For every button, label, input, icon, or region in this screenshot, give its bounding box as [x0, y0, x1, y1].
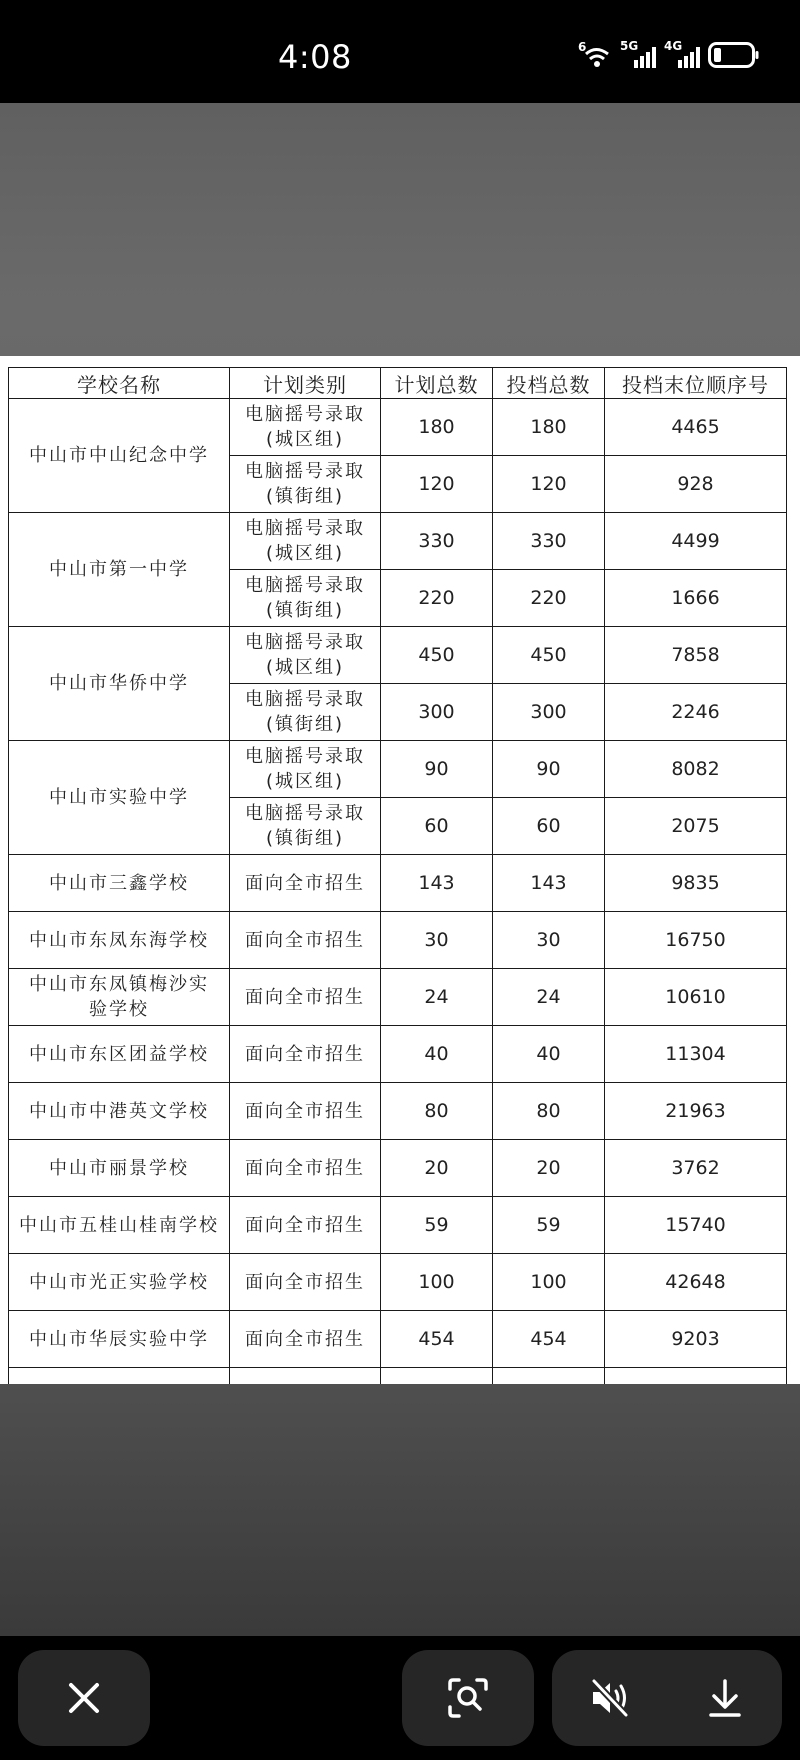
plan-total-cell: 454 — [381, 1311, 493, 1368]
signal-4g-icon — [664, 39, 702, 70]
last-rank-cell: 9835 — [605, 855, 787, 912]
category-cell: 面向全市招生 — [230, 1026, 381, 1083]
category-group: (镇街组) — [265, 714, 345, 735]
plan-total-cell: 40 — [381, 1026, 493, 1083]
last-rank-cell: 2075 — [605, 798, 787, 855]
table-row — [9, 513, 787, 570]
plan-total-cell: 220 — [381, 570, 493, 627]
category-cell: 面向全市招生 — [230, 1140, 381, 1197]
plan-total-cell: 20 — [381, 1140, 493, 1197]
category-line: 电脑摇号录取 — [245, 746, 365, 767]
bottom-toolbar — [0, 1636, 800, 1760]
admitted-total-cell: 143 — [493, 855, 605, 912]
category-cell — [230, 798, 381, 855]
image-search-button[interactable] — [402, 1650, 534, 1746]
admitted-total-cell: 24 — [493, 969, 605, 1026]
table-row — [9, 1311, 787, 1368]
close-icon — [67, 1681, 101, 1715]
admission-table — [8, 367, 787, 1384]
last-rank-cell: 16750 — [605, 912, 787, 969]
category-cell — [230, 741, 381, 798]
last-rank-cell: 9203 — [605, 1311, 787, 1368]
admitted-total-cell: 20 — [493, 1140, 605, 1197]
download-button[interactable] — [667, 1650, 782, 1746]
plan-total-cell: 180 — [381, 399, 493, 456]
school-name-cell: 中山市丽景学校 — [9, 1140, 230, 1197]
category-cell — [230, 513, 381, 570]
table-header-row — [9, 368, 787, 399]
status-time: 4:08 — [278, 38, 352, 76]
signal-4g-label: 4G — [664, 39, 683, 53]
school-name-cell: 中山市东区团益学校 — [9, 1026, 230, 1083]
admitted-total-cell: 100 — [493, 1254, 605, 1311]
admitted-total-cell: 60 — [493, 798, 605, 855]
admitted-total-cell: 120 — [493, 456, 605, 513]
last-rank-cell: 11304 — [605, 1026, 787, 1083]
table-row — [9, 1254, 787, 1311]
category-group: (城区组) — [265, 657, 345, 678]
category-line: 电脑摇号录取 — [245, 518, 365, 539]
last-rank-cell: 2246 — [605, 684, 787, 741]
plan-total-cell: 300 — [381, 684, 493, 741]
plan-total-cell: 30 — [381, 912, 493, 969]
status-bar — [0, 0, 800, 103]
school-name-cell: 中山市实验中学 — [9, 741, 230, 855]
plan-total-cell: 450 — [381, 627, 493, 684]
category-group: (镇街组) — [265, 600, 345, 621]
school-name-cell: 中山市光正实验学校 — [9, 1254, 230, 1311]
category-cell — [230, 684, 381, 741]
school-name-cell: 中山市东凤镇梅沙实验学校 — [9, 969, 230, 1026]
empty-cell — [381, 1368, 493, 1385]
category-line: 电脑摇号录取 — [245, 689, 365, 710]
plan-total-cell: 100 — [381, 1254, 493, 1311]
admitted-total-cell: 90 — [493, 741, 605, 798]
last-rank-cell: 4465 — [605, 399, 787, 456]
wifi-generation-label: 6 — [578, 40, 587, 54]
category-line: 电脑摇号录取 — [245, 575, 365, 596]
last-rank-cell: 8082 — [605, 741, 787, 798]
empty-cell — [605, 1368, 787, 1385]
header-last-rank: 投档末位顺序号 — [605, 368, 787, 399]
category-cell: 面向全市招生 — [230, 1083, 381, 1140]
admitted-total-cell: 180 — [493, 399, 605, 456]
header-plan-category: 计划类别 — [230, 368, 381, 399]
school-name-cell: 中山市三鑫学校 — [9, 855, 230, 912]
category-line: 电脑摇号录取 — [245, 803, 365, 824]
school-name-cell: 中山市东凤东海学校 — [9, 912, 230, 969]
last-rank-cell: 7858 — [605, 627, 787, 684]
table-row — [9, 399, 787, 456]
table-row — [9, 1140, 787, 1197]
wifi-icon — [578, 40, 614, 70]
signal-5g-label: 5G — [620, 39, 639, 53]
battery-icon — [708, 42, 760, 72]
last-rank-cell: 10610 — [605, 969, 787, 1026]
admitted-total-cell: 40 — [493, 1026, 605, 1083]
admitted-total-cell: 80 — [493, 1083, 605, 1140]
category-group: (城区组) — [265, 771, 345, 792]
plan-total-cell: 120 — [381, 456, 493, 513]
category-cell — [230, 570, 381, 627]
table-row — [9, 1026, 787, 1083]
admitted-total-cell: 220 — [493, 570, 605, 627]
table-row — [9, 855, 787, 912]
category-group: (镇街组) — [265, 486, 345, 507]
image-viewer[interactable] — [0, 103, 800, 1636]
school-name-cell: 中山市中港英文学校 — [9, 1083, 230, 1140]
header-school-name: 学校名称 — [9, 368, 230, 399]
table-row — [9, 627, 787, 684]
school-name-cell: 中山市华辰实验中学 — [9, 1311, 230, 1368]
last-rank-cell: 1666 — [605, 570, 787, 627]
admitted-total-cell: 454 — [493, 1311, 605, 1368]
category-cell — [230, 456, 381, 513]
category-line: 电脑摇号录取 — [245, 632, 365, 653]
category-cell — [230, 399, 381, 456]
header-plan-total: 计划总数 — [381, 368, 493, 399]
empty-cell — [9, 1368, 230, 1385]
plan-total-cell: 330 — [381, 513, 493, 570]
category-cell — [230, 627, 381, 684]
viewed-image[interactable] — [0, 356, 800, 1384]
mute-icon — [588, 1678, 632, 1718]
table-row — [9, 969, 787, 1026]
mute-button[interactable] — [552, 1650, 667, 1746]
admitted-total-cell: 450 — [493, 627, 605, 684]
plan-total-cell: 59 — [381, 1197, 493, 1254]
plan-total-cell: 143 — [381, 855, 493, 912]
category-cell: 面向全市招生 — [230, 1197, 381, 1254]
category-cell: 面向全市招生 — [230, 912, 381, 969]
admitted-total-cell: 300 — [493, 684, 605, 741]
school-name-cell: 中山市第一中学 — [9, 513, 230, 627]
empty-cell — [493, 1368, 605, 1385]
category-line: 电脑摇号录取 — [245, 461, 365, 482]
category-group: (城区组) — [265, 429, 345, 450]
table-row — [9, 912, 787, 969]
admitted-total-cell: 30 — [493, 912, 605, 969]
category-cell: 面向全市招生 — [230, 855, 381, 912]
category-line: 电脑摇号录取 — [245, 404, 365, 425]
plan-total-cell: 60 — [381, 798, 493, 855]
admitted-total-cell: 59 — [493, 1197, 605, 1254]
last-rank-cell: 15740 — [605, 1197, 787, 1254]
signal-5g-icon — [620, 39, 658, 70]
last-rank-cell: 4499 — [605, 513, 787, 570]
category-cell: 面向全市招生 — [230, 1254, 381, 1311]
status-icons — [578, 39, 760, 72]
category-group: (镇街组) — [265, 828, 345, 849]
category-cell: 面向全市招生 — [230, 969, 381, 1026]
plan-total-cell: 80 — [381, 1083, 493, 1140]
last-rank-cell: 42648 — [605, 1254, 787, 1311]
image-search-icon — [447, 1677, 489, 1719]
last-rank-cell: 928 — [605, 456, 787, 513]
plan-total-cell: 90 — [381, 741, 493, 798]
last-rank-cell: 3762 — [605, 1140, 787, 1197]
admitted-total-cell: 330 — [493, 513, 605, 570]
table-row-partial — [9, 1368, 787, 1385]
header-admitted-total: 投档总数 — [493, 368, 605, 399]
media-actions-group — [552, 1650, 782, 1746]
download-icon — [707, 1678, 743, 1718]
school-name-cell: 中山市华侨中学 — [9, 627, 230, 741]
table-row — [9, 741, 787, 798]
plan-total-cell: 24 — [381, 969, 493, 1026]
last-rank-cell: 21963 — [605, 1083, 787, 1140]
school-name-cell: 中山市五桂山桂南学校 — [9, 1197, 230, 1254]
category-cell: 面向全市招生 — [230, 1311, 381, 1368]
category-group: (城区组) — [265, 543, 345, 564]
table-row — [9, 1083, 787, 1140]
close-button[interactable] — [18, 1650, 150, 1746]
school-name-cell: 中山市中山纪念中学 — [9, 399, 230, 513]
empty-cell — [230, 1368, 381, 1385]
table-row — [9, 1197, 787, 1254]
